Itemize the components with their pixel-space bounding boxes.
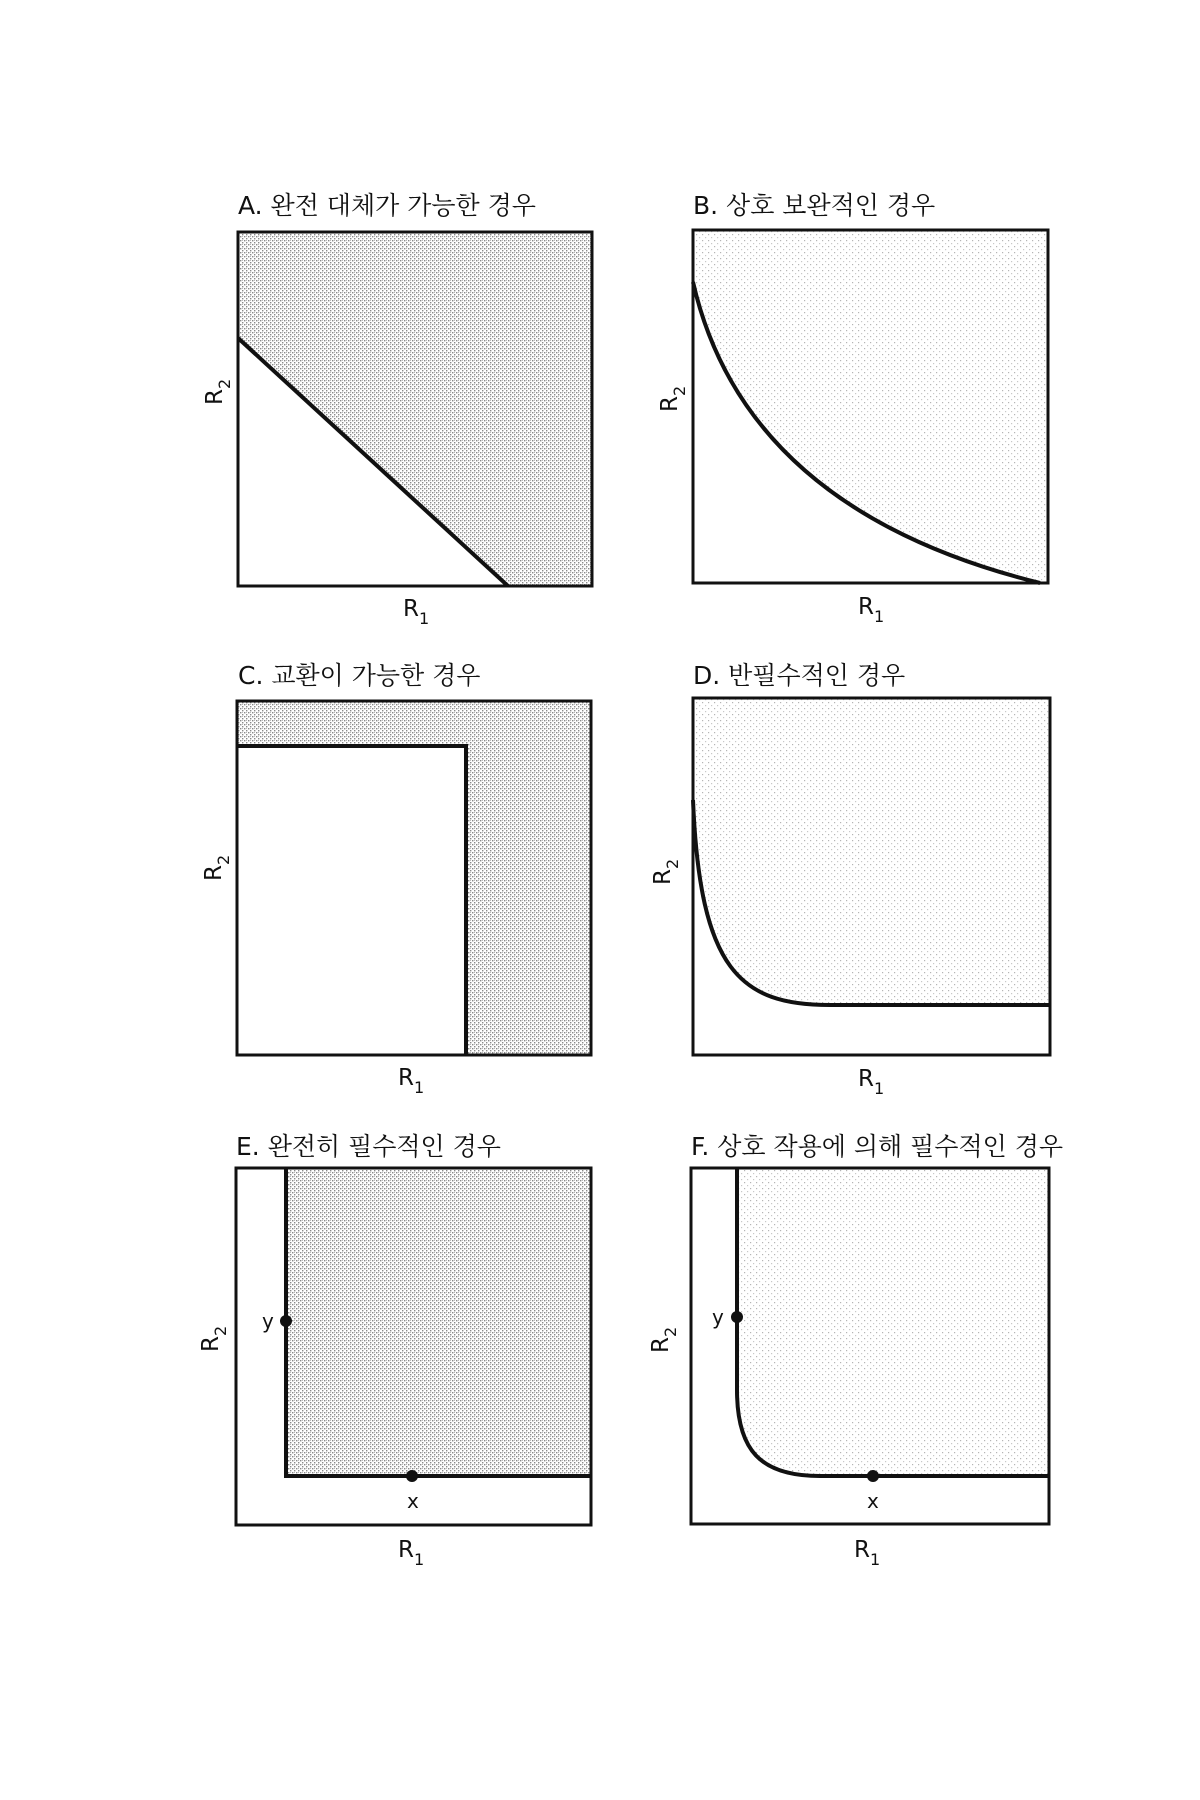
panel-f-y-label: $R_2$ (648, 1326, 680, 1353)
panel-b-y-label: $R_2$ (657, 385, 689, 412)
panel-e-y-point-label: y (262, 1309, 274, 1333)
panel-d-feasible-region (693, 698, 1050, 1005)
panel-e (198, 1132, 591, 1569)
panel-f (648, 1132, 1063, 1569)
panel-d (650, 661, 1050, 1098)
panel-d-x-label: $R_1$ (858, 1066, 885, 1098)
panel-b-title: B. 상호 보완적인 경우 (693, 191, 936, 220)
panel-e-y-label: $R_2$ (198, 1325, 230, 1352)
panel-e-point-y (280, 1315, 292, 1327)
panel-a-x-label: $R_1$ (403, 596, 430, 628)
panel-d-y-label: $R_2$ (650, 858, 682, 885)
panel-c-x-label: $R_1$ (398, 1065, 425, 1097)
panel-f-x-label: $R_1$ (854, 1537, 881, 1569)
panel-f-feasible-region (737, 1168, 1049, 1476)
panel-f-point-x (867, 1470, 879, 1482)
panel-a (202, 191, 592, 628)
panel-e-point-x (406, 1470, 418, 1482)
panel-c (201, 661, 591, 1097)
panel-f-y-point-label: y (712, 1305, 724, 1329)
panel-e-x-label: $R_1$ (398, 1537, 425, 1569)
panel-c-infeasible-region (237, 746, 466, 1055)
panel-d-title: D. 반필수적인 경우 (693, 661, 906, 690)
panel-b-x-label: $R_1$ (858, 594, 885, 626)
panel-e-feasible-region (286, 1168, 591, 1476)
panel-a-title: A. 완전 대체가 가능한 경우 (238, 191, 536, 220)
panel-a-y-label: $R_2$ (202, 378, 234, 405)
panel-f-point-y (731, 1311, 743, 1323)
panel-a-feasible-region (238, 232, 592, 586)
panel-c-title: C. 교환이 가능한 경우 (238, 661, 481, 690)
panel-c-y-label: $R_2$ (201, 854, 233, 881)
panel-f-title: F. 상호 작용에 의해 필수적인 경우 (691, 1132, 1063, 1161)
panel-e-title: E. 완전히 필수적인 경우 (236, 1132, 501, 1161)
panel-f-x-point-label: x (867, 1489, 879, 1513)
panel-b (657, 191, 1048, 626)
panel-e-x-point-label: x (407, 1489, 419, 1513)
